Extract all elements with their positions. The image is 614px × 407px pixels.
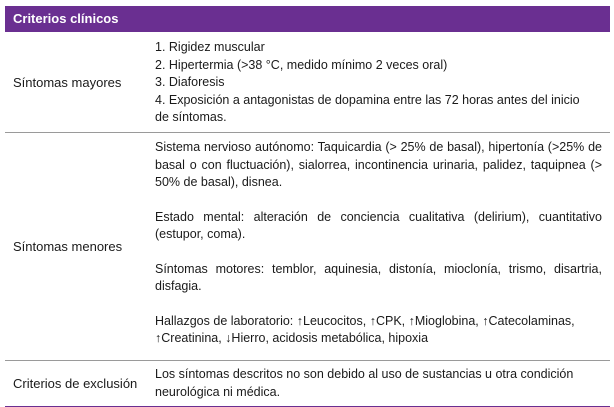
row-criterios-exclusion [5, 361, 610, 407]
row-sintomas-mayores [5, 32, 610, 133]
row-label-menores: Síntomas menores [13, 239, 123, 254]
paragraph-autonomic: Sistema nervioso autónomo: Taquicardia (> 25% de basal), hipertonía (>25% de basal o con fluctuación), sialorrea, incontinencia urinaria, palidez, taquipnea (> 50% de basal), disnea. [155, 140, 602, 189]
exclusion-text: Los síntomas descritos no son debido al uso de sustancias u otra condición neurológica ni médica. [155, 367, 574, 399]
list-item: 3. Diaforesis [155, 75, 225, 89]
row-label-mayores: Síntomas mayores [13, 74, 122, 90]
list-item: 2. Hipertermia (>38 °C, medido mínimo 2 veces oral) [155, 57, 448, 72]
paragraph-motor: Síntomas motores: temblor, aquinesia, distonía, mioclonía, trismo, disartria, disfagia. [155, 261, 602, 293]
criteria-table [5, 6, 610, 407]
row-label-exclusion: Criterios de exclusión [13, 376, 138, 391]
paragraph-mental: Estado mental: alteración de conciencia cualitativa (delirium), cuantitativo (estupor, coma). [155, 209, 602, 241]
menores-content [155, 133, 602, 348]
list-item: de síntomas. [155, 110, 227, 124]
list-item: 4. Exposición a antagonistas de dopamina entre las 72 horas antes del inicio [155, 92, 580, 107]
mayores-list [155, 32, 602, 127]
row-sintomas-menores [5, 133, 610, 361]
paragraph-laboratory: Hallazgos de laboratorio: ↑Leucocitos, ↑CPK, ↑Mioglobina, ↑Catecolaminas, ↑Creatinina, ↓Hierro, acidosis metabólica, hipoxia [155, 313, 575, 345]
list-item: 1. Rigidez muscular [155, 40, 265, 54]
table-header: Criterios clínicos [5, 6, 610, 32]
